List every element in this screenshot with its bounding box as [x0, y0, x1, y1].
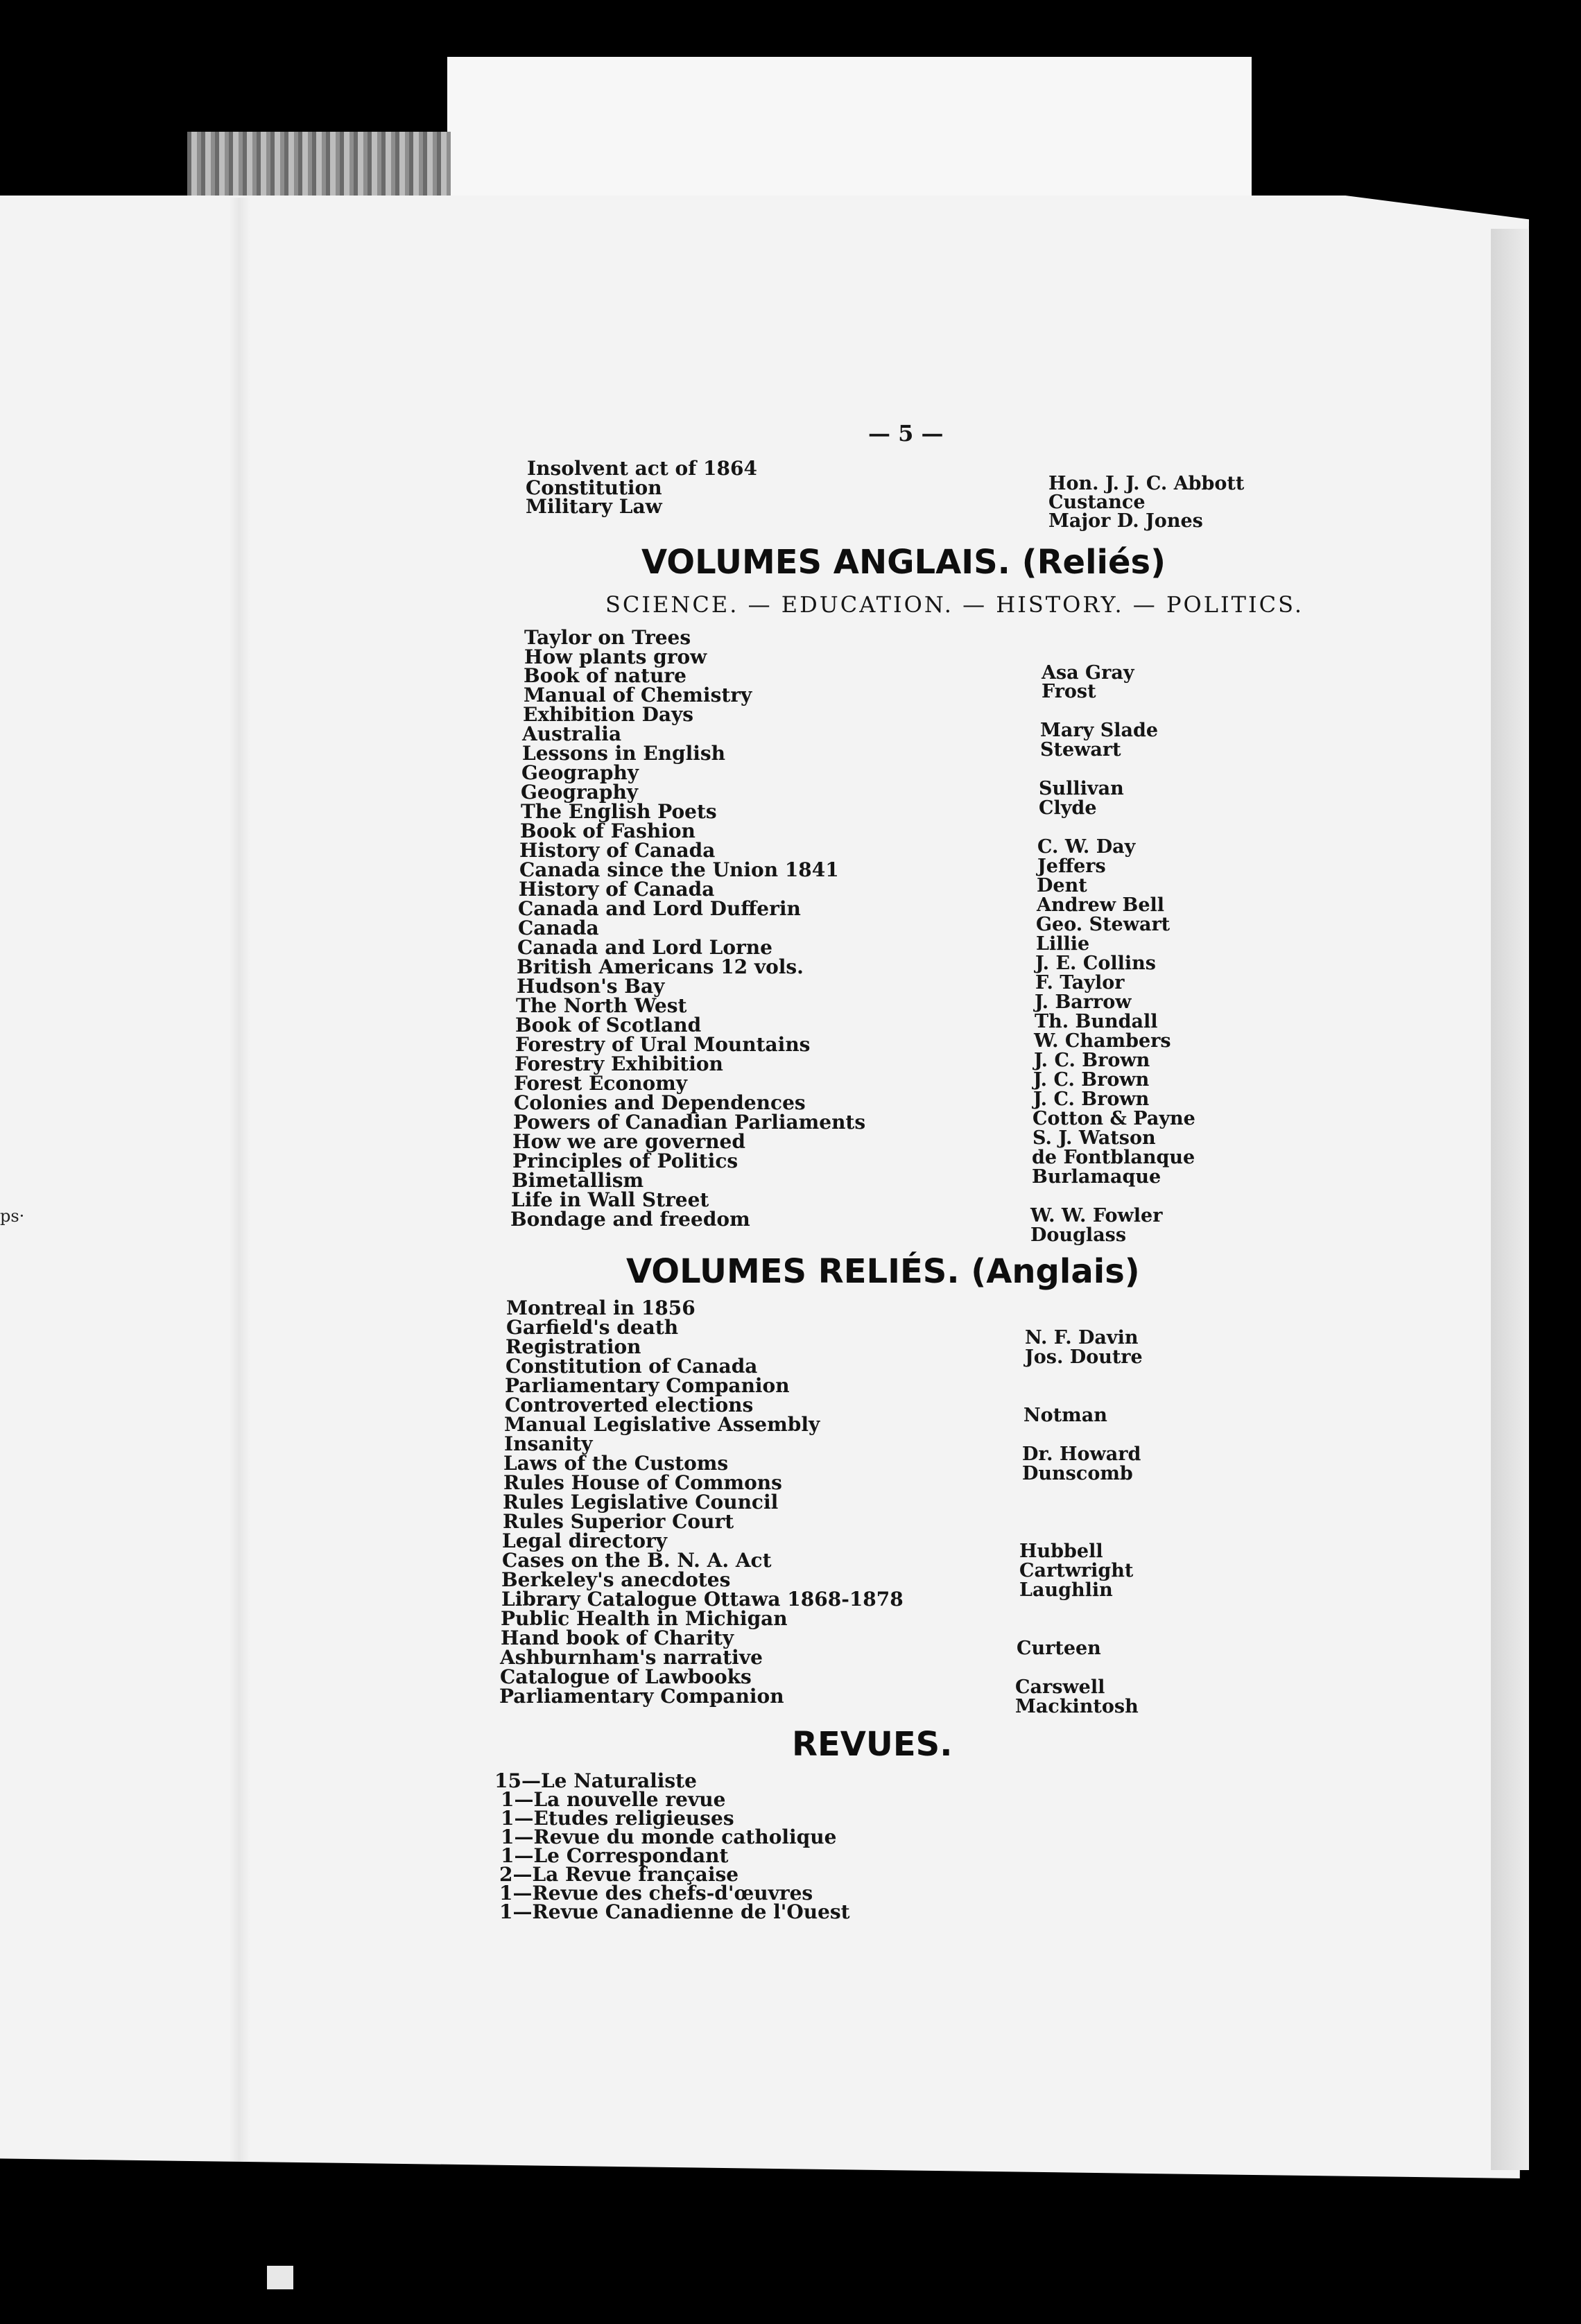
list-item: Forestry of Ural Mountains: [515, 1033, 811, 1056]
author: J. C. Brown: [1033, 1089, 1150, 1110]
list-item: 1—Etudes religieuses: [501, 1807, 734, 1830]
author: Douglass: [1030, 1224, 1127, 1246]
author: J. E. Collins: [1035, 953, 1156, 974]
list-item: Controverted elections: [505, 1394, 754, 1416]
author: Asa Gray: [1042, 662, 1134, 684]
author: N. F. Davin: [1025, 1327, 1139, 1349]
list-item: Geography: [521, 781, 639, 804]
list-item: Parliamentary Companion: [505, 1374, 790, 1397]
author: Dr. Howard: [1022, 1443, 1141, 1465]
author: Cartwright: [1019, 1560, 1134, 1581]
author: F. Taylor: [1035, 972, 1125, 994]
list-item: Forest Economy: [514, 1072, 688, 1095]
list-item: Exhibition Days: [523, 703, 694, 726]
author: Stewart: [1040, 739, 1121, 761]
list-item: Manual Legislative Assembly: [504, 1413, 820, 1436]
list-item: The North West: [516, 994, 687, 1017]
list-item: Bondage and freedom: [510, 1208, 750, 1231]
page-edge: [1491, 229, 1529, 2170]
list-item: Catalogue of Lawbooks: [500, 1665, 752, 1688]
author: Andrew Bell: [1037, 894, 1165, 916]
list-item: Hudson's Bay: [517, 975, 665, 998]
list-item: History of Canada: [519, 878, 715, 901]
section-subheading: SCIENCE. — EDUCATION. — HISTORY. — POLITICS.: [605, 591, 1304, 618]
author: Th. Bundall: [1035, 1011, 1158, 1032]
author: S. J. Watson: [1033, 1127, 1156, 1149]
list-item: Insolvent act of 1864: [527, 457, 757, 480]
margin-fragment: ps·: [0, 1206, 25, 1226]
list-item: 1—Le Correspondant: [501, 1844, 729, 1867]
list-item: Legal directory: [502, 1529, 668, 1552]
author: Mary Slade: [1040, 720, 1159, 741]
scan-mark: [267, 2266, 293, 2289]
list-item: 1—La nouvelle revue: [501, 1788, 726, 1811]
list-item: Book of nature: [524, 664, 686, 687]
author: C. W. Day: [1037, 836, 1136, 858]
list-item: History of Canada: [519, 839, 716, 862]
author: J. Barrow: [1035, 991, 1132, 1013]
author: Laughlin: [1019, 1579, 1113, 1601]
section-heading: VOLUMES RELIÉS. (Anglais): [626, 1252, 1140, 1291]
list-item: Australia: [522, 722, 622, 745]
list-item: Rules House of Commons: [503, 1471, 782, 1494]
list-item: Insanity: [504, 1432, 593, 1455]
list-item: Hand book of Charity: [501, 1627, 734, 1649]
list-item: Principles of Politics: [512, 1150, 738, 1172]
list-item: Rules Superior Court: [503, 1510, 734, 1533]
author: Mackintosh: [1015, 1696, 1139, 1717]
list-item: How plants grow: [524, 645, 707, 668]
list-item: Rules Legislative Council: [503, 1491, 779, 1514]
list-item: Canada and Lord Dufferin: [518, 897, 801, 920]
list-item: Military Law: [526, 495, 662, 518]
author: Jos. Doutre: [1025, 1346, 1143, 1368]
list-item: Taylor on Trees: [524, 626, 691, 649]
list-item: Berkeley's anecdotes: [501, 1568, 731, 1591]
author: Lillie: [1036, 933, 1090, 955]
author: Hubbell: [1019, 1541, 1103, 1562]
author: Jeffers: [1037, 856, 1106, 877]
list-item: Cases on the B. N. A. Act: [502, 1549, 772, 1572]
author: J. C. Brown: [1034, 1050, 1150, 1071]
list-item: Constitution of Canada: [506, 1355, 758, 1378]
author: Sullivan: [1039, 778, 1124, 799]
author: Major D. Jones: [1048, 510, 1203, 532]
list-item: 15—Le Naturaliste: [494, 1769, 697, 1792]
list-item: Constitution: [526, 476, 662, 499]
list-item: Canada: [518, 917, 599, 939]
author: Custance: [1048, 492, 1146, 513]
section-heading: VOLUMES ANGLAIS. (Reliés): [641, 543, 1166, 582]
author: Dunscomb: [1022, 1463, 1133, 1484]
list-item: Book of Fashion: [520, 820, 696, 842]
list-item: 1—Revue des chefs-d'œuvres: [499, 1882, 813, 1905]
list-item: Montreal in 1856: [506, 1297, 696, 1319]
author: Cotton & Payne: [1033, 1108, 1195, 1129]
list-item: The English Poets: [521, 800, 717, 823]
list-item: Laws of the Customs: [503, 1452, 729, 1475]
author: W. Chambers: [1034, 1030, 1171, 1052]
list-item: Public Health in Michigan: [501, 1607, 788, 1630]
list-item: Lessons in English: [522, 742, 725, 765]
list-item: Canada since the Union 1841: [519, 858, 839, 881]
list-item: Manual of Chemistry: [524, 684, 752, 706]
list-item: Forestry Exhibition: [515, 1052, 723, 1075]
list-item: Geography: [521, 761, 639, 784]
page-number: — 5 —: [868, 420, 944, 446]
page-fold: [229, 198, 250, 2174]
list-item: Library Catalogue Ottawa 1868-1878: [501, 1588, 904, 1611]
author: Burlamaque: [1032, 1166, 1161, 1188]
author: Geo. Stewart: [1036, 914, 1170, 935]
author: Frost: [1042, 681, 1096, 702]
author: de Fontblanque: [1032, 1147, 1195, 1168]
author: Carswell: [1015, 1676, 1105, 1698]
list-item: How we are governed: [512, 1130, 745, 1153]
list-item: Canada and Lord Lorne: [517, 936, 772, 959]
author: W. W. Fowler: [1030, 1205, 1163, 1226]
list-item: Ashburnham's narrative: [500, 1646, 763, 1669]
list-item: 1—Revue Canadienne de l'Ouest: [499, 1900, 850, 1923]
author: Notman: [1023, 1405, 1107, 1426]
list-item: 1—Revue du monde catholique: [501, 1826, 837, 1848]
list-item: Book of Scotland: [515, 1014, 702, 1037]
list-item: Registration: [506, 1335, 641, 1358]
list-item: Colonies and Dependences: [514, 1091, 806, 1114]
list-item: Garfield's death: [506, 1316, 679, 1339]
author: J. C. Brown: [1033, 1069, 1150, 1091]
author: Clyde: [1039, 797, 1097, 819]
section-heading: REVUES.: [792, 1725, 953, 1764]
author: Curteen: [1017, 1638, 1101, 1659]
list-item: Bimetallism: [512, 1169, 644, 1192]
list-item: 2—La Revue française: [499, 1863, 739, 1886]
list-item: Powers of Canadian Parliaments: [513, 1111, 866, 1134]
list-item: Parliamentary Companion: [499, 1685, 784, 1708]
list-item: Life in Wall Street: [511, 1188, 709, 1211]
list-item: British Americans 12 vols.: [517, 955, 804, 978]
author: Dent: [1037, 875, 1087, 896]
author: Hon. J. J. C. Abbott: [1048, 473, 1245, 494]
